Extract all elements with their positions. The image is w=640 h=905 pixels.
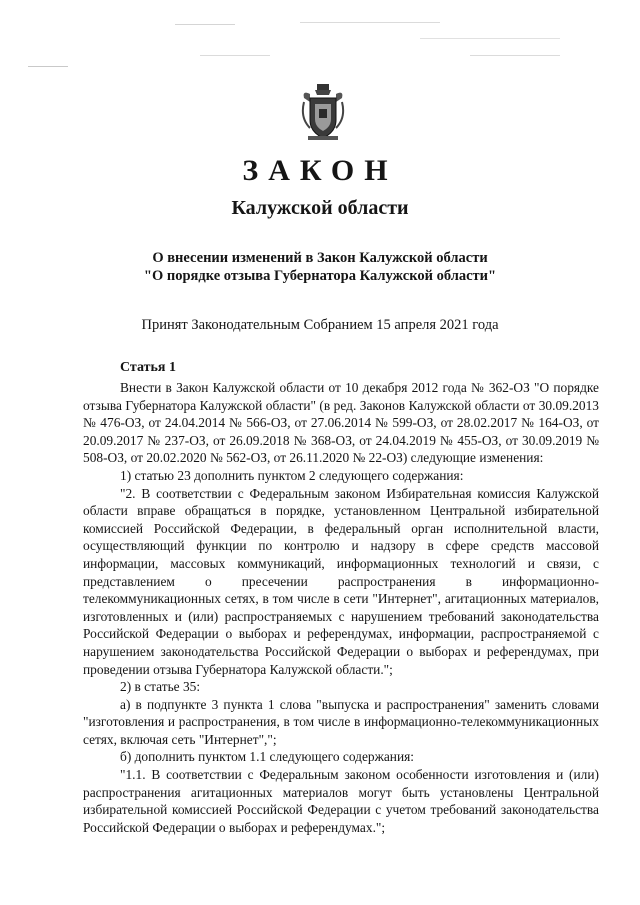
scan-artifact xyxy=(200,55,270,56)
scan-artifact xyxy=(175,24,235,25)
paragraph: "2. В соответствии с Федеральным законом Избирательная комиссия Калужской области вправе обращаться в порядке, установленном Центральной избирательной комиссией Российской Федерации, в федеральный орган исполнительной власти, осуществляющий функции по контролю и надзору в сфере средств массовой информации, массовых коммуникаций, информационных технологий и связи, с представлением о пресечении распространения в информационно-телекоммуникационных сетях, в том числе в сети "Интернет", агитационных материалов, изготовленных и (или) распространяемых с нарушением требований законодательства Российской Федерации о выборах и референдумах, информации, распространяемой с нарушением законодательства Российской Федерации о выборах и референдумах, при проведении отзыва Губернатора Калужской области."; xyxy=(83,485,599,677)
heading-line: "О порядке отзыва Губернатора Калужской области" xyxy=(143,268,497,284)
scan-artifact xyxy=(420,38,560,39)
paragraph: 2) в статье 35: xyxy=(120,679,201,695)
heading-line: О внесении изменений в Закон Калужской области xyxy=(152,250,488,266)
scan-artifact xyxy=(28,66,68,67)
paragraph: "1.1. В соответствии с Федеральным законом особенности изготовления и (или) распространения агитационных материалов могут быть установлены Центральной избирательной комиссией Российской Федерации с учетом требований законодательства Российской Федерации о выборах и референдумах."; xyxy=(83,767,599,835)
paragraph: 1) статью 23 дополнить пунктом 2 следующего содержания: xyxy=(120,467,464,483)
article-title: Статья 1 xyxy=(120,360,176,375)
paragraph: б) дополнить пунктом 1.1 следующего содержания: xyxy=(120,749,414,765)
kaluga-coat-of-arms-icon xyxy=(298,82,348,142)
article-body xyxy=(83,379,599,836)
document-title: ЗАКОН xyxy=(242,154,398,187)
scan-artifact xyxy=(470,55,560,56)
document-subtitle: Калужской области xyxy=(231,197,409,219)
adoption-note: Принят Законодательным Собранием 15 апреля 2021 года xyxy=(141,317,499,333)
paragraph: Внести в Закон Калужской области от 10 декабря 2012 года № 362-ОЗ "О порядке отзыва Губернатора Калужской области" (в ред. Законов Калужской области от 30.09.2013 № 476-ОЗ, от 24.04.2014 № 566-ОЗ, от 27.06.2014 № 599-ОЗ, от 28.02.2017 № 164-ОЗ, от 20.09.2017 № 237-ОЗ, от 26.09.2018 № 368-ОЗ, от 24.04.2019 № 455-ОЗ, от 30.09.2019 № 508-ОЗ, от 20.02.2020 № 562-ОЗ, от 26.11.2020 № 22-ОЗ) следующие изменения: xyxy=(83,380,599,466)
scan-artifact xyxy=(300,22,440,23)
document-heading xyxy=(0,249,640,285)
paragraph: а) в подпункте 3 пункта 1 слова "выпуска и распространения" заменить словами "изготовления и распространения, в том числе в информационно-телекоммуникационных сетях, включая сеть "Интернет","; xyxy=(83,696,599,747)
